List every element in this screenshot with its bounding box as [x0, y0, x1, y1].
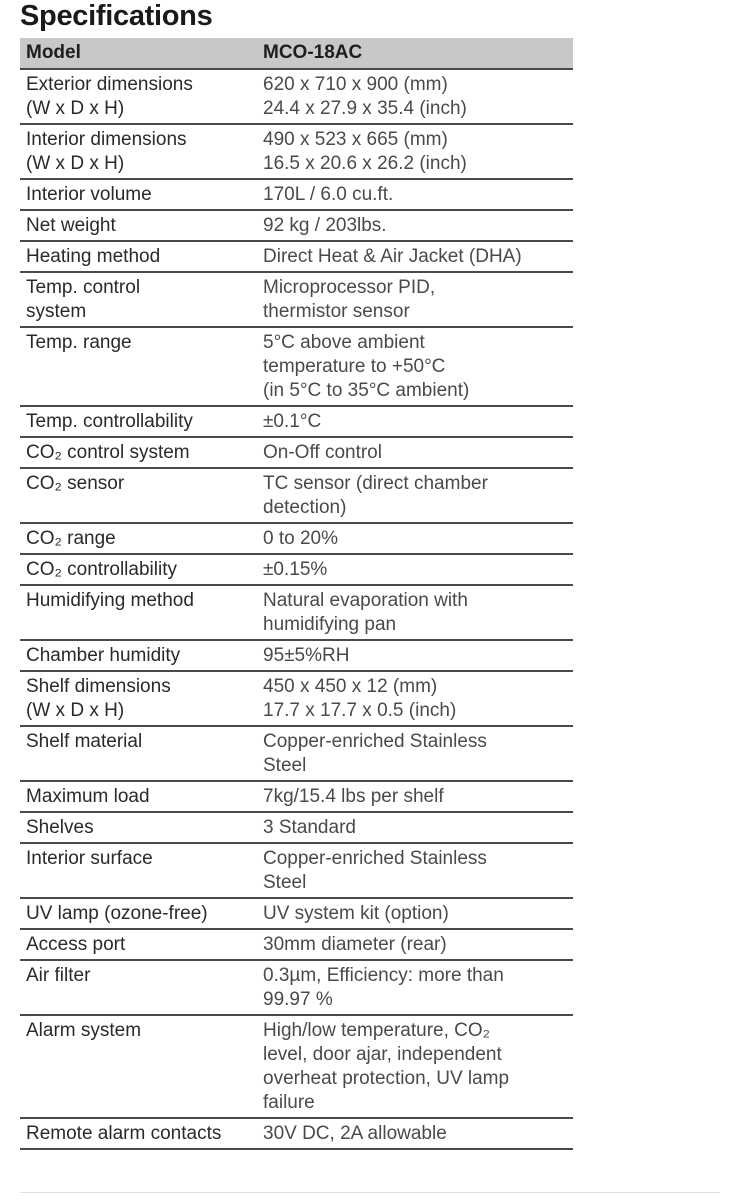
spec-label: Maximum load	[26, 786, 150, 807]
spec-value: 450 x 450 x 12 (mm) 17.7 x 17.7 x 0.5 (inch)	[263, 676, 457, 721]
spec-label: Chamber humidity	[26, 645, 181, 666]
spec-label: Air filter	[26, 965, 91, 986]
table-row	[20, 328, 573, 407]
spec-label: UV lamp (ozone-free)	[26, 903, 208, 924]
spec-value: 5°C above ambient temperature to +50°C (in 5°C to 35°C ambient)	[263, 332, 470, 401]
table-row	[20, 844, 573, 899]
spec-label: Interior volume	[26, 184, 152, 205]
table-row	[20, 930, 573, 961]
table-row	[20, 70, 573, 125]
table-row	[20, 524, 573, 555]
spec-label: Temp. control system	[26, 277, 141, 322]
table-row	[20, 813, 573, 844]
table-row	[20, 586, 573, 641]
spec-label: Shelves	[26, 817, 94, 838]
spec-label: Temp. controllability	[26, 411, 193, 432]
spec-value: 0.3µm, Efficiency: more than 99.97 %	[263, 965, 504, 1010]
spec-value: 620 x 710 x 900 (mm) 24.4 x 27.9 x 35.4 (inch)	[263, 74, 467, 119]
spec-value: High/low temperature, CO₂ level, door ajar, independent overheat protection, UV lamp failure	[263, 1020, 510, 1113]
table-row	[20, 555, 573, 586]
table-row	[20, 961, 573, 1016]
spec-label: CO₂ sensor	[26, 473, 125, 494]
spec-label: Alarm system	[26, 1020, 142, 1041]
spec-label: Interior dimensions (W x D x H)	[26, 129, 187, 174]
spec-value: 7kg/15.4 lbs per shelf	[263, 786, 444, 807]
spec-label: Model	[26, 42, 81, 63]
spec-value: 3 Standard	[263, 817, 356, 838]
spec-label: Interior surface	[26, 848, 153, 869]
divider	[20, 1192, 720, 1193]
table-row	[20, 438, 573, 469]
spec-value: Direct Heat & Air Jacket (DHA)	[263, 246, 522, 267]
table-row	[20, 407, 573, 438]
table-row	[20, 672, 573, 727]
spec-label: Temp. range	[26, 332, 132, 353]
spec-value: 490 x 523 x 665 (mm) 16.5 x 20.6 x 26.2 (inch)	[263, 129, 467, 174]
page-title: Specifications	[20, 0, 213, 32]
spec-label: Humidifying method	[26, 590, 194, 611]
table-row	[20, 211, 573, 242]
spec-value: Copper-enriched Stainless Steel	[263, 848, 487, 893]
spec-label: Remote alarm contacts	[26, 1123, 222, 1144]
table-header-row	[20, 38, 573, 70]
spec-label: Exterior dimensions (W x D x H)	[26, 74, 193, 119]
spec-value: UV system kit (option)	[263, 903, 449, 924]
table-row	[20, 469, 573, 524]
table-row	[20, 727, 573, 782]
spec-label: CO₂ control system	[26, 442, 190, 463]
spec-label: CO₂ controllability	[26, 559, 177, 580]
table-row	[20, 899, 573, 930]
table-row	[20, 180, 573, 211]
spec-value: Copper-enriched Stainless Steel	[263, 731, 487, 776]
table-row	[20, 1119, 573, 1150]
spec-value: ±0.15%	[263, 559, 328, 580]
spec-value: MCO-18AC	[263, 42, 363, 63]
spec-value: 95±5%RH	[263, 645, 350, 666]
table-row	[20, 782, 573, 813]
table-row	[20, 1016, 573, 1119]
spec-value: 0 to 20%	[263, 528, 338, 549]
spec-label: Shelf dimensions (W x D x H)	[26, 676, 171, 721]
spec-value: 92 kg / 203lbs.	[263, 215, 387, 236]
spec-value: 170L / 6.0 cu.ft.	[263, 184, 394, 205]
table-row	[20, 273, 573, 328]
spec-value: ±0.1°C	[263, 411, 322, 432]
table-row	[20, 641, 573, 672]
table-row	[20, 242, 573, 273]
spec-value: TC sensor (direct chamber detection)	[263, 473, 488, 518]
spec-value: On-Off control	[263, 442, 382, 463]
table-row	[20, 125, 573, 180]
spec-label: Net weight	[26, 215, 116, 236]
spec-table	[20, 38, 573, 1150]
spec-label: Access port	[26, 934, 126, 955]
spec-value: Natural evaporation with humidifying pan	[263, 590, 468, 635]
spec-value: 30V DC, 2A allowable	[263, 1123, 447, 1144]
spec-label: Heating method	[26, 246, 161, 267]
spec-value: Microprocessor PID, thermistor sensor	[263, 277, 436, 322]
spec-value: 30mm diameter (rear)	[263, 934, 447, 955]
spec-label: CO₂ range	[26, 528, 116, 549]
spec-label: Shelf material	[26, 731, 143, 752]
